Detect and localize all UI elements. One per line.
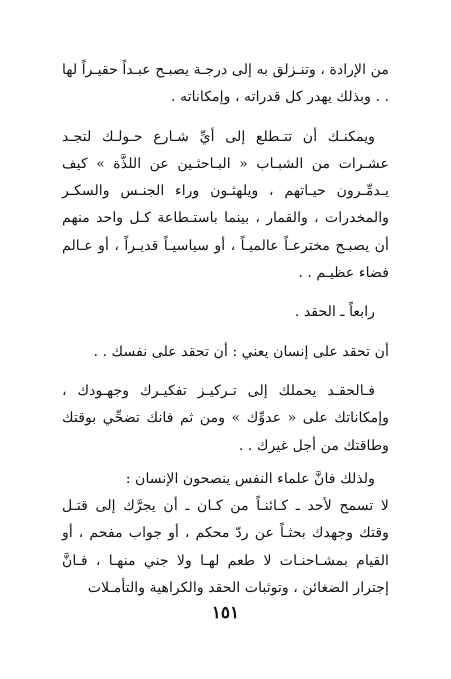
- paragraph-psychologists-advice: ولذلك فانَّ علماء النفس ينصحون الإنسان :: [125, 470, 375, 487]
- paragraph-youth-pleasure: ويمكنـك أن تتـطلع إلى أيِّ شـارع حـولـك لتجـد عشـرات من الشبـاب « البـاحثـين عن اللذَّة » كيف يـدمِّـرون حيـاتهم ، ويلهثـون وراء الجنـس والسكـر والمخدرات ، والقمار ، بينما باستـطاعة كـل واحد منهم أن يصبـح مخترعـاً عالميـاً ، أو سياسيـاً قديـراً ، أو عـالم فضاء عظيـم . .: [62, 128, 389, 282]
- section-heading-hatred: رابعاً ـ الحقد .: [294, 304, 375, 321]
- paragraph-hatred-definition: أن تحقد على إنسان يعني : أن تحقد على نفسك . .: [93, 343, 389, 360]
- paragraph-do-not-allow: لا تسمح لأحد ـ كـائنـاً من كـان ـ أن يجرَّك إلى قتـل وقتك وجهدك بحثـاً عن ردّ محكم ، أو جواب مفحم ، أو القيام بمشـاحنـات لا طعم لهـا ولا جني منهـا ، فـانَّ إجترار الضغائن ، وتوثبات الحقد والكراهية والتأمـلات: [62, 498, 389, 597]
- paragraph-hatred-effects: فـالحقـد يحملك إلى تـركيـز تفكيـرك وجهـودك ، وإمكاناتك على « عدوِّك » ومن ثم فانك تضحِّي بوقتك وطاقتك من أجل غيرك . .: [62, 382, 389, 454]
- body-text: [62, 57, 389, 602]
- page-number: ١٥١: [211, 603, 240, 623]
- paragraph-will-continuation: من الإرادة ، وتنـزلق به إلى درجـة يصبـح عبـداً حقيـراً لها . . وبذلك يهدر كل قدراته ، وإمكاناته .: [62, 62, 389, 106]
